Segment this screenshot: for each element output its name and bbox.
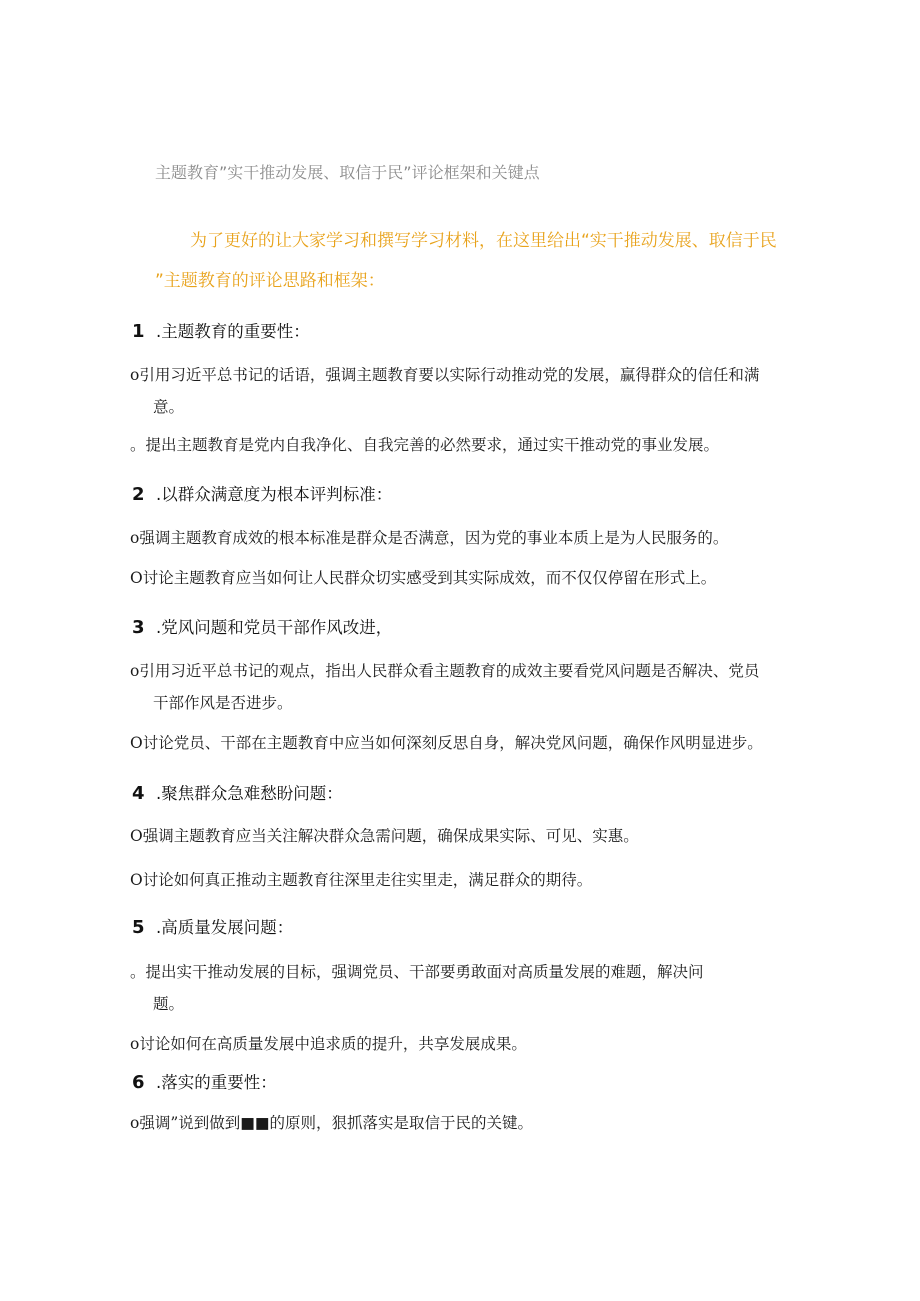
bullet-item <box>130 566 716 588</box>
bullet-text: O讨论主题教育应当如何让人民群众切实感受到其实际成效，而不仅仅停留在形式上。 <box>130 569 717 587</box>
bullet-text: o引用习近平总书记的话语，强调主题教育要以实际行动推动党的发展，赢得群众的信任和满 <box>130 366 760 384</box>
bullet-text: O讨论党员、干部在主题教育中应当如何深刻反思自身，解决党风问题，确保作风明显进步。 <box>130 734 763 752</box>
bullet-item <box>130 363 759 417</box>
bullet-item <box>130 824 639 846</box>
section-number: 3 <box>132 617 145 638</box>
intro-line-2: ”主题教育的评论思路和框架： <box>155 271 385 291</box>
bullet-item <box>130 1111 533 1133</box>
bullet-item <box>130 1032 527 1054</box>
bullet-text: o强调主题教育成效的根本标准是群众是否满意，因为党的事业本质上是为人民服务的。 <box>130 529 729 547</box>
section-number: 5 <box>132 917 145 938</box>
section-heading-text: .高质量发展问题： <box>156 918 294 937</box>
bullet-text: O讨论如何真正推动主题教育往深里走往实里走，满足群众的期待。 <box>130 871 593 889</box>
document-title: 主题教育”实干推动发展、取信于民”评论框架和关键点 <box>155 163 540 182</box>
section-heading-1 <box>132 318 310 342</box>
bullet-text: 。提出主题教育是党内自我净化、自我完善的必然要求，通过实干推动党的事业发展。 <box>130 436 720 454</box>
bullet-item <box>130 526 728 548</box>
section-heading-text: .落实的重要性： <box>156 1073 277 1092</box>
bullet-item <box>130 960 704 1014</box>
section-heading-text: .以群众满意度为根本评判标准： <box>156 485 393 504</box>
section-heading-text: .党风问题和党员干部作风改进， <box>156 618 393 637</box>
bullet-text: o强调”说到做到■■的原则，狠抓落实是取信于民的关键。 <box>130 1114 534 1132</box>
bullet-text: 。提出实干推动发展的目标，强调党员、干部要勇敢面对高质量发展的难题，解决问 <box>130 963 704 981</box>
section-number: 1 <box>132 321 145 342</box>
section-number: 6 <box>132 1072 145 1093</box>
bullet-text: O强调主题教育应当关注解决群众急需问题，确保成果实际、可见、实惠。 <box>130 827 639 845</box>
bullet-item <box>130 659 759 713</box>
bullet-text-continued: 意。 <box>153 398 185 416</box>
section-heading-2 <box>132 481 392 505</box>
section-heading-text: .聚焦群众急难愁盼问题： <box>156 784 343 803</box>
section-heading-5 <box>132 914 293 938</box>
bullet-item <box>130 868 592 890</box>
section-number: 2 <box>132 484 145 505</box>
bullet-item <box>130 731 763 753</box>
section-heading-4 <box>132 780 343 804</box>
bullet-text-continued: 干部作风是否进步。 <box>153 694 293 712</box>
bullet-text: o讨论如何在高质量发展中追求质的提升，共享发展成果。 <box>130 1035 527 1053</box>
intro-line-1: 为了更好的让大家学习和撰写学习材料，在这里给出“实干推动发展、取信于民 <box>190 231 777 251</box>
section-heading-6 <box>132 1069 277 1093</box>
section-number: 4 <box>132 783 145 804</box>
bullet-item <box>130 433 719 455</box>
section-heading-3 <box>132 614 392 638</box>
bullet-text-continued: 题。 <box>153 995 185 1013</box>
bullet-text: o引用习近平总书记的观点，指出人民群众看主题教育的成效主要看党风问题是否解决、党员 <box>130 662 760 680</box>
section-heading-text: .主题教育的重要性： <box>156 322 310 341</box>
